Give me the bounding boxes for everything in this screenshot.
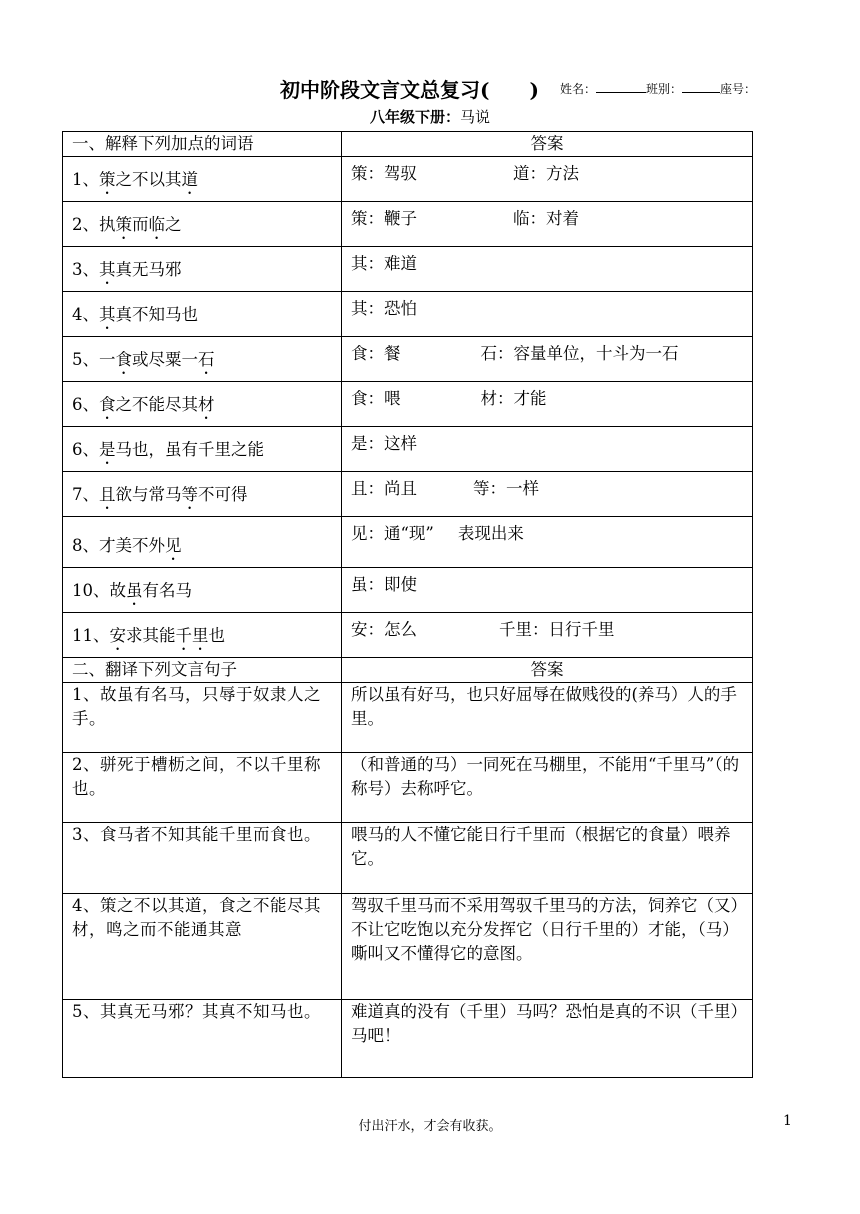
answer-part-1: 策：驾驭	[351, 164, 417, 183]
question-text: 或尽粟一	[132, 350, 198, 369]
question-text: 7、	[72, 485, 99, 504]
answer-part-1: 其：恐怕	[351, 299, 417, 318]
question-text: 1、	[72, 170, 99, 189]
word-answer	[342, 157, 753, 202]
grade-label: 八年级下册：	[369, 108, 460, 126]
emphasized-char: 虽	[126, 581, 143, 600]
seat-label: 座号：	[720, 82, 757, 96]
question-text: 6、	[72, 440, 99, 459]
question-text: 10、故	[72, 581, 126, 600]
sentence-row	[63, 1000, 753, 1078]
sentence-question: 2、骈死于槽枥之间，不以千里称也。	[63, 753, 342, 823]
sentence-row	[63, 753, 753, 823]
emphasized-char: 材	[198, 395, 215, 414]
emphasized-char: 里	[192, 626, 209, 645]
emphasized-char: 食	[115, 350, 132, 369]
emphasized-char: 千	[175, 626, 192, 645]
sentence-question: 5、其真无马邪？其真不知马也。	[63, 1000, 342, 1078]
class-label: 班别：	[646, 82, 683, 96]
emphasized-char: 是	[99, 440, 116, 459]
word-answer	[342, 427, 753, 472]
sentence-row	[63, 894, 753, 1000]
answer-part-2: 等：一样	[473, 479, 539, 498]
word-row	[63, 427, 753, 472]
question-text: 4、	[72, 305, 99, 324]
sentence-question: 3、食马者不知其能千里而食也。	[63, 823, 342, 894]
class-blank[interactable]	[682, 80, 720, 93]
name-blank[interactable]	[596, 80, 646, 93]
word-row	[63, 382, 753, 427]
question-text: 之不以其	[115, 170, 182, 189]
sentence-translation: 驾驭千里马而不采用驾驭千里马的方法，饲养它（又）不让它吃饱以充分发挥它（日行千里的）才能，（马）嘶叫又不懂得它的意图。	[342, 894, 753, 1000]
question-text: 6、	[72, 395, 99, 414]
word-answer	[342, 337, 753, 382]
word-question	[63, 202, 342, 247]
question-text: 有名马	[142, 581, 192, 600]
page-header	[0, 74, 860, 104]
word-row	[63, 157, 753, 202]
footer-motto: 付出汗水，才会有收获。	[358, 1119, 502, 1134]
page-number: 1	[783, 1113, 792, 1129]
review-table	[62, 131, 753, 1078]
section2-header-row	[63, 658, 753, 683]
word-answer	[342, 382, 753, 427]
answer-part-2: 表现出来	[457, 524, 524, 543]
word-answer	[342, 568, 753, 613]
word-answer	[342, 247, 753, 292]
answer-part-1: 食：喂	[351, 389, 401, 408]
section1-header-row	[63, 132, 753, 157]
sentence-row	[63, 823, 753, 894]
answer-part-1: 且：尚且	[351, 479, 417, 498]
answer-part-2: 临：对着	[513, 209, 579, 228]
word-row	[63, 472, 753, 517]
answer-part-1: 策：鞭子	[351, 209, 417, 228]
section2-answer-header: 答案	[342, 658, 753, 683]
question-text: 真无马邪	[115, 260, 182, 279]
question-text: 2、执	[72, 215, 116, 234]
question-text: 真不知马也	[115, 305, 198, 324]
lesson-title: 马说	[460, 108, 491, 126]
answer-part-2: 石：容量单位，十斗为一石	[480, 344, 679, 363]
question-text: 5、一	[72, 350, 116, 369]
sentence-translation: 喂马的人不懂它能日行千里而（根据它的食量）喂养它。	[342, 823, 753, 894]
word-answer	[342, 472, 753, 517]
section1-answer-header: 答案	[342, 132, 753, 157]
emphasized-char: 安	[109, 626, 126, 645]
emphasized-char: 策	[99, 170, 116, 189]
word-question	[63, 382, 342, 427]
question-text: 欲与常马	[115, 485, 182, 504]
sentence-translation: （和普通的马）一同死在马棚里，不能用“千里马”（的称号）去称呼它。	[342, 753, 753, 823]
word-question	[63, 157, 342, 202]
question-text: 11、	[72, 626, 110, 645]
emphasized-char: 见	[165, 536, 182, 555]
word-row	[63, 337, 753, 382]
word-answer	[342, 202, 753, 247]
emphasized-char: 等	[181, 485, 198, 504]
page-title: 初中阶段文言文总复习( )	[280, 78, 539, 102]
answer-part-2: 道：方法	[513, 164, 579, 183]
answer-part-1: 安：怎么	[351, 620, 417, 639]
word-row	[63, 202, 753, 247]
question-text: 3、	[72, 260, 99, 279]
sentence-question: 4、策之不以其道，食之不能尽其材，鸣之而不能通其意	[63, 894, 342, 1000]
word-row	[63, 247, 753, 292]
answer-part-1: 其：难道	[351, 254, 417, 273]
question-text: 不可得	[198, 485, 248, 504]
question-text: 8、才美不外	[72, 536, 165, 555]
emphasized-char: 道	[181, 170, 198, 189]
section1-title: 一、解释下列加点的词语	[63, 132, 342, 157]
answer-part-1: 虽：即使	[351, 575, 417, 594]
word-row	[63, 613, 753, 658]
question-text: 求其能	[126, 626, 176, 645]
emphasized-char: 其	[99, 260, 116, 279]
emphasized-char: 食	[99, 395, 116, 414]
emphasized-char: 石	[198, 350, 215, 369]
word-question	[63, 517, 342, 568]
word-row	[63, 292, 753, 337]
answer-part-2: 千里：日行千里	[499, 620, 615, 639]
word-answer	[342, 613, 753, 658]
emphasized-char: 临	[148, 215, 165, 234]
word-answer	[342, 292, 753, 337]
word-question	[63, 613, 342, 658]
word-question	[63, 247, 342, 292]
section2-title: 二、翻译下列文言句子	[63, 658, 342, 683]
word-question	[63, 337, 342, 382]
student-info	[560, 80, 756, 97]
name-label: 姓名：	[560, 82, 597, 96]
question-text: 之	[165, 215, 182, 234]
answer-part-2: 材：才能	[480, 389, 547, 408]
word-question	[63, 292, 342, 337]
word-answer	[342, 517, 753, 568]
answer-part-1: 见：通“现”	[351, 524, 434, 543]
question-text: 也	[208, 626, 225, 645]
sentence-row	[63, 683, 753, 753]
answer-part-1: 食：餐	[351, 344, 401, 363]
word-row	[63, 568, 753, 613]
question-text: 马也，虽有千里之能	[115, 440, 264, 459]
word-question	[63, 472, 342, 517]
answer-part-1: 是：这样	[351, 434, 417, 453]
word-row	[63, 517, 753, 568]
sentence-question: 1、故虽有名马，只辱于奴隶人之手。	[63, 683, 342, 753]
emphasized-char: 且	[99, 485, 116, 504]
word-question	[63, 568, 342, 613]
word-question	[63, 427, 342, 472]
question-text: 而	[132, 215, 149, 234]
sentence-translation: 难道真的没有（千里）马吗？恐怕是真的不识（千里）马吧！	[342, 1000, 753, 1078]
sentence-translation: 所以虽有好马，也只好屈辱在做贱役的(养马）人的手里。	[342, 683, 753, 753]
subtitle	[0, 106, 860, 127]
emphasized-char: 其	[99, 305, 116, 324]
emphasized-char: 策	[115, 215, 132, 234]
question-text: 之不能尽其	[115, 395, 198, 414]
